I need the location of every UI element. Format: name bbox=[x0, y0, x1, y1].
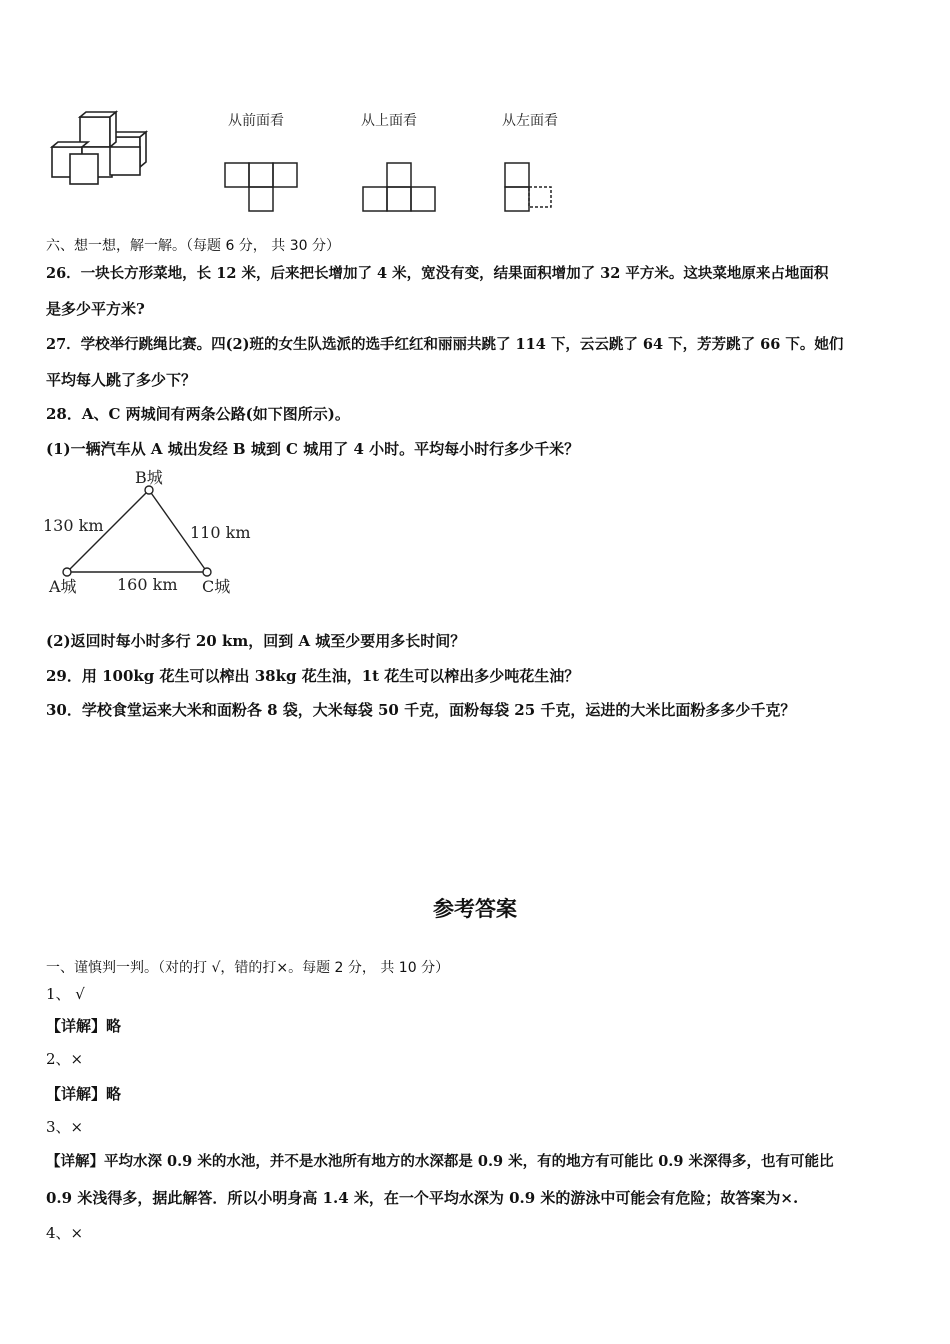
answer-1: 1、 √ bbox=[46, 985, 85, 1003]
q28-part1: (1)一辆汽车从 A 城出发经 B 城到 C 城用了 4 小时。平均每小时行多少千米？ bbox=[46, 440, 580, 458]
answer-2: 2、× bbox=[46, 1050, 84, 1068]
top-view-diagram bbox=[360, 160, 440, 215]
view-label-left: 从左面看 bbox=[502, 113, 558, 129]
answers-heading: 一、谨慎判一判。（对的打 √，错的打×。每题 2 分， 共 10 分） bbox=[46, 960, 450, 976]
answer-3-detail-line1: 【详解】平均水深 0.9 米的水池，并不是水池所有地方的水深都是 0.9 米，有的地方有可能比 0.9 米深得多，也有可能比 bbox=[46, 1153, 834, 1170]
section6-heading: 六、想一想，解一解。（每题 6 分， 共 30 分） bbox=[46, 238, 340, 254]
q28-part2: (2)返回时每小时多行 20 km，回到 A 城至少要用多长时间？ bbox=[46, 632, 466, 650]
q29-text: 29．用 100kg 花生可以榨出 38kg 花生油，1t 花生可以榨出多少吨花生油？ bbox=[46, 667, 580, 685]
answer-4: 4、× bbox=[46, 1224, 84, 1242]
q27-line2: 平均每人跳了多少下？ bbox=[46, 371, 197, 389]
city-a-point bbox=[63, 568, 71, 576]
cube-solid-figure bbox=[48, 110, 148, 190]
left-view-diagram bbox=[500, 160, 560, 215]
city-a-label: A城 bbox=[49, 577, 77, 596]
city-c-label: C城 bbox=[202, 577, 231, 596]
view-label-front: 从前面看 bbox=[228, 113, 284, 129]
answers-title: 参考答案 bbox=[433, 897, 517, 921]
answer-3-detail-line2: 0.9 米浅得多，据此解答．所以小明身高 1.4 米，在一个平均水深为 0.9 米的游泳中可能会有危险；故答案为×. bbox=[46, 1189, 799, 1207]
ab-distance: 130 km bbox=[43, 516, 104, 535]
q28-text: 28．A、C 两城间有两条公路(如下图所示)。 bbox=[46, 405, 350, 423]
q26-line1: 26．一块长方形菜地，长 12 米，后来把长增加了 4 米，宽没有变，结果面积增加了 32 平方米。这块菜地原来占地面积 bbox=[46, 265, 829, 282]
triangle-route-diagram bbox=[40, 465, 270, 605]
bc-distance: 110 km bbox=[190, 523, 251, 542]
answer-2-detail: 【详解】略 bbox=[46, 1085, 122, 1103]
front-view-diagram bbox=[222, 160, 302, 215]
q26-line2: 是多少平方米? bbox=[46, 300, 145, 318]
answer-1-detail: 【详解】略 bbox=[46, 1017, 122, 1035]
view-label-top: 从上面看 bbox=[361, 113, 417, 129]
q27-line1: 27．学校举行跳绳比赛。四(2)班的女生队选派的选手红红和丽丽共跳了 114 下，云云跳了 64 下，芳芳跳了 66 下。她们 bbox=[46, 336, 844, 353]
q30-text: 30．学校食堂运来大米和面粉各 8 袋，大米每袋 50 千克，面粉每袋 25 千克，运进的大米比面粉多多少千克？ bbox=[46, 701, 796, 719]
city-b-point bbox=[145, 486, 153, 494]
ac-distance: 160 km bbox=[117, 575, 178, 594]
city-b-label: B城 bbox=[135, 468, 163, 487]
answer-3: 3、× bbox=[46, 1118, 84, 1136]
city-c-point bbox=[203, 568, 211, 576]
